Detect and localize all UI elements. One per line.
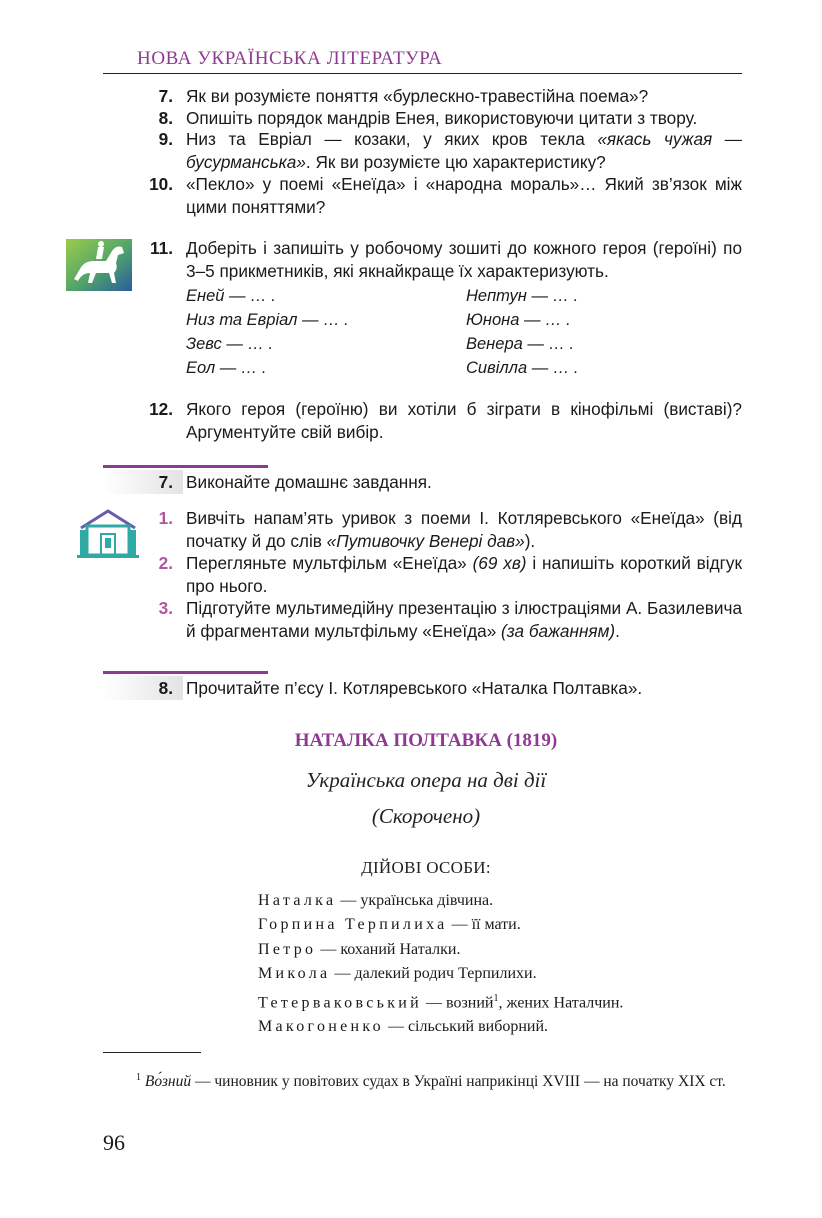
running-header: НОВА УКРАЇНСЬКА ЛІТЕРАТУРА bbox=[137, 48, 443, 69]
section-text: Прочитайте п’єсу І. Котляревського «Наталка Полтавка». bbox=[186, 678, 643, 698]
footnote-text: — чиновник у повітових судах в Україні наприкінці XVIII — на початку XIX ст. bbox=[191, 1073, 726, 1091]
homework-task-1 bbox=[137, 507, 742, 552]
heroes-list-left bbox=[186, 284, 349, 380]
question-9 bbox=[137, 128, 742, 173]
section-8 bbox=[137, 677, 742, 700]
hero-item: Венера — … . bbox=[466, 335, 575, 353]
question-text: Якого героя (героїню) ви хотіли б зіграти в кінофільмі (виставі)? Аргументуйте свій вибір. bbox=[186, 399, 742, 442]
task-text: Підготуйте мультимедійну презентацію з ілюстраціями А. Базилевича й фрагментами мультфільму «Енеїда» (за бажанням). bbox=[186, 598, 742, 641]
cast-item: Макогоненко — сільський виборний. bbox=[258, 1018, 549, 1036]
hero-item: Низ та Евріал — … . bbox=[186, 311, 349, 329]
task-number: 1. bbox=[158, 508, 173, 528]
character-name: Микола bbox=[258, 965, 331, 983]
play-subtitle: Українська опера на дві дії bbox=[305, 768, 547, 792]
footnote-mark: 1 bbox=[136, 1072, 141, 1083]
question-10 bbox=[137, 173, 742, 218]
character-name: Петро bbox=[258, 940, 317, 958]
quote: «Путивочку Венері дав» bbox=[326, 530, 525, 551]
question-text: Опишіть порядок мандрів Енея, використовуючи цитати з твору. bbox=[186, 108, 698, 128]
question-number: 7. bbox=[158, 86, 173, 106]
section-text: Виконайте домашнє завдання. bbox=[186, 472, 432, 492]
task-number: 3. bbox=[158, 598, 173, 618]
question-text: Доберіть і запишіть у робочому зошиті до кожного героя (героїні) по 3–5 прикметників, які якнайкраще їх характеризують. bbox=[186, 238, 742, 281]
section-divider bbox=[103, 465, 268, 468]
section-divider bbox=[103, 671, 268, 674]
horse-rider-icon bbox=[66, 239, 132, 291]
hero-item: Еней — … . bbox=[186, 287, 276, 305]
question-number: 9. bbox=[158, 129, 173, 149]
duration: (69 хв) bbox=[472, 553, 527, 573]
question-text: Як ви розумієте поняття «бурлескно-травестійна поема»? bbox=[186, 86, 649, 106]
hero-item: Юнона — … . bbox=[466, 311, 571, 329]
task-text: Перегляньте мультфільм «Енеїда» (69 хв) і напишіть короткий відгук про нього. bbox=[186, 553, 743, 596]
footnote-rule bbox=[103, 1052, 201, 1053]
question-number: 11. bbox=[150, 238, 173, 258]
question-7 bbox=[137, 85, 742, 108]
task-number: 2. bbox=[158, 553, 173, 573]
question-12 bbox=[137, 398, 742, 443]
question-11 bbox=[137, 237, 742, 282]
hero-item: Еол — … . bbox=[186, 359, 267, 377]
character-name: Наталка bbox=[258, 892, 337, 909]
cast-item: Микола — далекий родич Терпилихи. bbox=[258, 965, 537, 983]
hero-item: Нептун — … . bbox=[466, 287, 579, 305]
character-name: Тетерваковський bbox=[258, 993, 423, 1011]
footnote-term: Во́зний bbox=[144, 1073, 192, 1091]
quote: «якась чужая — бусурманська» bbox=[186, 129, 742, 172]
page-number: 96 bbox=[103, 1130, 125, 1155]
play-title: НАТАЛКА ПОЛТАВКА (1819) bbox=[294, 730, 558, 751]
question-number: 8. bbox=[158, 108, 173, 128]
play-note: (Скорочено) bbox=[371, 804, 481, 828]
optional-note: (за бажанням) bbox=[501, 620, 616, 641]
section-number: 7. bbox=[158, 472, 173, 492]
header-rule bbox=[103, 73, 742, 74]
house-book-icon bbox=[77, 508, 139, 558]
cast-item: Горпина Терпилиха — її мати. bbox=[258, 916, 521, 934]
footnote-mark: 1 bbox=[493, 992, 499, 1004]
cast-item: Тетерваковський — возний$^1$, жених Наталчин. bbox=[258, 992, 624, 1011]
question-text: «Пекло» у поемі «Енеїда» і «народна мораль»… Який зв’язок між цими поняттями? bbox=[186, 174, 742, 217]
cast-list bbox=[258, 889, 623, 1040]
heroes-list-right bbox=[466, 284, 579, 380]
section-7 bbox=[137, 471, 742, 494]
section-number: 8. bbox=[158, 678, 173, 698]
task-text: Вивчіть напам’ять уривок з поеми І. Котляревського «Енеїда» (від початку й до слів «Путивочку Венері дав»). bbox=[186, 508, 742, 551]
question-text: Низ та Евріал — козаки, у яких кров текла «якась чужая — бусурманська». Як ви розумієте цю характеристику? bbox=[186, 129, 742, 172]
homework-task-3 bbox=[137, 597, 742, 642]
character-name: Макогоненко bbox=[258, 1018, 384, 1036]
cast-item: Петро — коханий Наталки. bbox=[258, 940, 461, 958]
cast-heading: ДІЙОВІ ОСОБИ: bbox=[361, 858, 491, 877]
hero-item: Сивілла — … . bbox=[466, 359, 579, 377]
question-8 bbox=[137, 107, 742, 130]
hero-item: Зевс — … . bbox=[186, 335, 274, 353]
homework-task-2 bbox=[137, 552, 742, 597]
character-name: Горпина Терпилиха bbox=[258, 916, 448, 934]
question-number: 12. bbox=[149, 399, 173, 419]
question-number: 10. bbox=[149, 174, 173, 194]
footnote bbox=[103, 1066, 742, 1094]
cast-item: Наталка — українська дівчина. bbox=[258, 892, 494, 909]
